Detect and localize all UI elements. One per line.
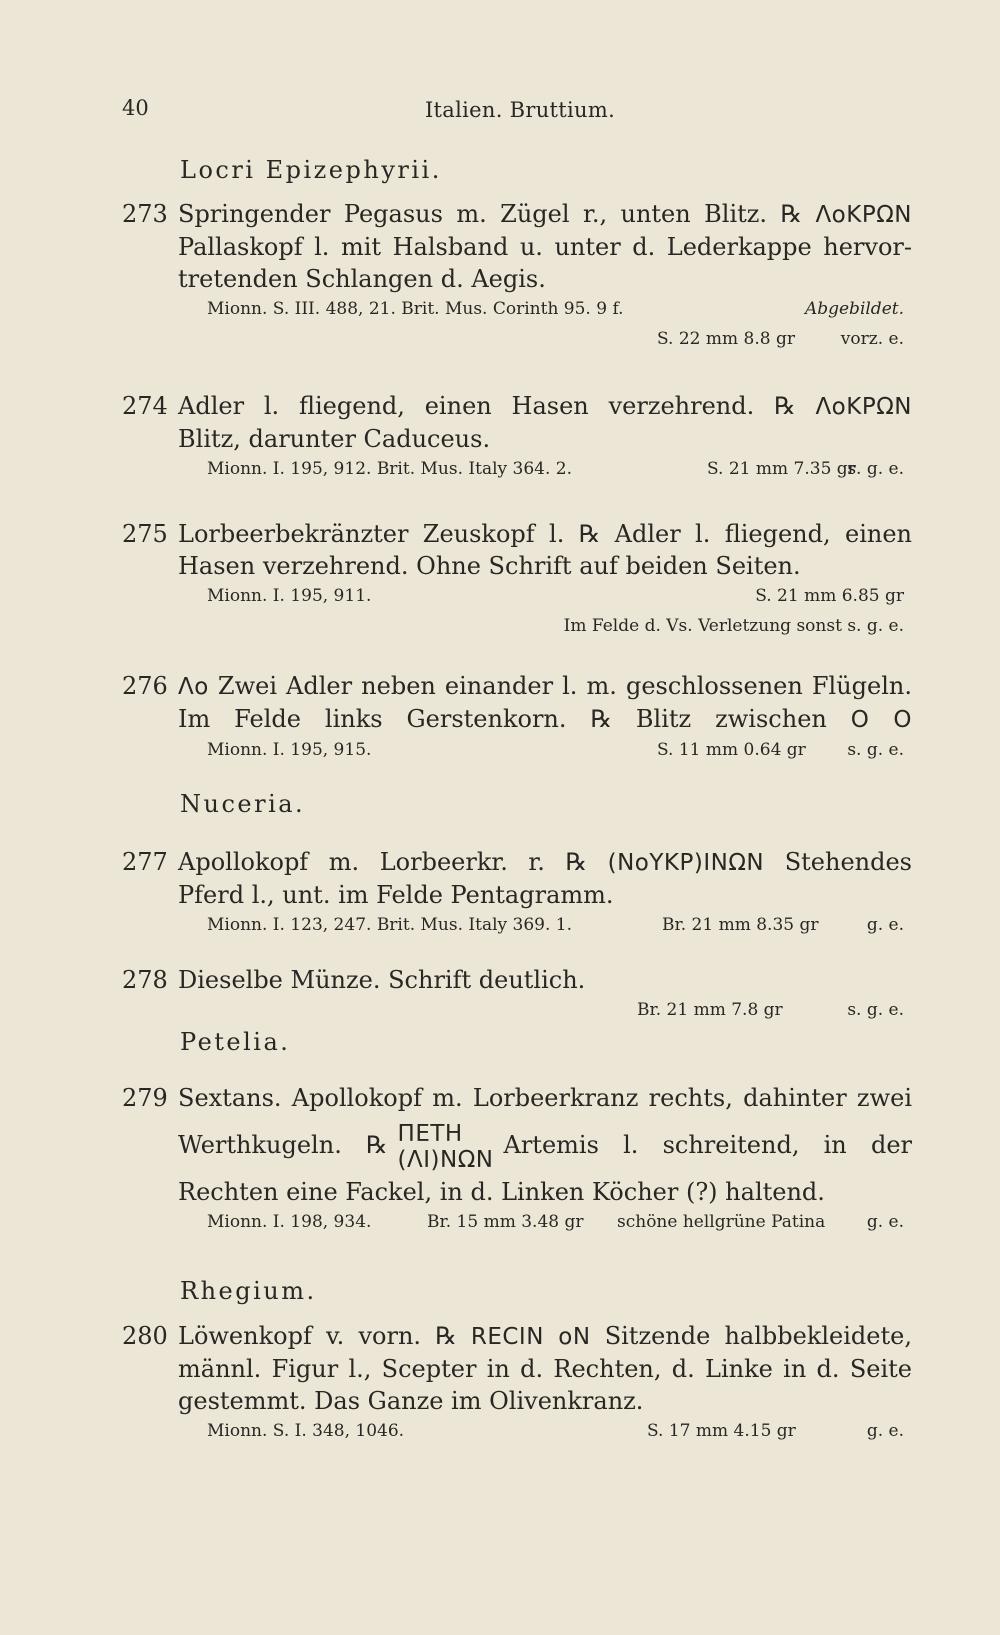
entry-text: gestemmt. Das Ganze im Olivenkranz.: [178, 1387, 644, 1415]
coin-entry-279: [122, 1082, 912, 1238]
reference: Mionn. S. I. 348, 1046.: [207, 1421, 405, 1441]
greek-legend: (ΛΙ)ΝΩΝ: [397, 1146, 494, 1173]
reference: Mionn. I. 195, 912. Brit. Mus. Italy 364. 2.: [207, 459, 573, 479]
entry-number: 280: [122, 1322, 168, 1350]
note: Abgebildet.: [804, 299, 904, 319]
reverse-symbol: ℞: [578, 520, 601, 548]
section-heading-petelia: Petelia.: [180, 1028, 291, 1056]
coin-entry-274: [122, 390, 912, 485]
entry-text: Pallaskopf l. mit Halsband u. unter d. Lederkappe hervor-: [178, 233, 912, 261]
greek-legend: RECIN οN: [470, 1324, 591, 1350]
entry-text: Dieselbe Münze. Schrift deutlich.: [178, 966, 586, 994]
reference: Mionn. I. 198, 934.: [207, 1212, 372, 1232]
reference: Mionn. I. 123, 247. Brit. Mus. Italy 369. 1.: [207, 915, 573, 935]
condition: g. e.: [866, 1421, 904, 1441]
measurements: Br. 15 mm 3.48 gr: [427, 1212, 584, 1232]
condition: s. g. e.: [847, 1000, 904, 1020]
note: Im Felde d. Vs. Verletzung sonst s. g. e.: [563, 616, 904, 636]
page-header: [122, 96, 918, 130]
entry-text: Rechten eine Fackel, in d. Linken Köcher (?) haltend.: [178, 1178, 825, 1206]
measurements: Br. 21 mm 8.35 gr: [662, 915, 819, 935]
coin-entry-280: [122, 1320, 912, 1447]
note: schöne hellgrüne Patina: [617, 1212, 826, 1232]
coin-entry-275: [122, 518, 912, 642]
page-number: 40: [122, 96, 149, 120]
reverse-symbol: ℞: [435, 1322, 457, 1350]
measurements: S. 21 mm 7.35 gr: [707, 459, 856, 479]
coin-entry-276: [122, 670, 912, 766]
entry-text: Löwenkopf v. vorn.: [178, 1322, 422, 1350]
measurements: S. 21 mm 6.85 gr: [755, 586, 904, 606]
reverse-symbol: ℞: [774, 392, 796, 420]
entry-text: Hasen verzehrend. Ohne Schrift auf beiden Seiten.: [178, 552, 801, 580]
greek-legend-stack: [398, 1121, 494, 1173]
reference: Mionn. I. 195, 915.: [207, 740, 372, 760]
entry-text: männl. Figur l., Scepter in d. Rechten, d. Linke in d. Seite: [178, 1355, 912, 1383]
entry-text: Blitz zwischen: [635, 705, 827, 733]
entry-text: Springender Pegasus m. Zügel r., unten Blitz.: [178, 200, 768, 228]
greek-legend: ΠΕΤΗ: [397, 1120, 463, 1147]
pellet: O: [850, 707, 870, 733]
entry-number: 278: [122, 966, 168, 994]
entry-number: 277: [122, 848, 168, 876]
entry-number: 279: [122, 1084, 168, 1112]
entry-text: Adler l. fliegend, einen: [614, 520, 912, 548]
entry-number: 274: [122, 392, 168, 420]
entry-text: Zwei Adler neben einander l. m. geschlossenen Flügeln.: [217, 672, 912, 700]
entry-number: 275: [122, 520, 168, 548]
measurements: Br. 21 mm 7.8 gr: [637, 1000, 783, 1020]
reverse-symbol: ℞: [780, 200, 803, 228]
entry-text: Pferd l., unt. im Felde Pentagramm.: [178, 881, 614, 909]
condition: s. g. e.: [847, 459, 904, 479]
entry-text: Apollokopf m. Lorbeerkr. r.: [178, 848, 545, 876]
coin-entry-277: [122, 846, 912, 941]
section-heading-nuceria: Nuceria.: [180, 790, 306, 818]
entry-text: Adler l. fliegend, einen Hasen verzehrend.: [178, 392, 755, 420]
entry-text: Stehendes: [784, 848, 912, 876]
measurements: S. 22 mm 8.8 gr: [657, 329, 795, 349]
pellet: O: [893, 707, 912, 733]
condition: g. e.: [866, 1212, 904, 1232]
entry-text: Sitzende halbbekleidete,: [604, 1322, 912, 1350]
greek-legend: (ΝοΥΚΡ)ΙΝΩΝ: [607, 850, 765, 876]
greek-legend: ΛοΚΡΩΝ: [815, 394, 912, 420]
reference: Mionn. I. 195, 911.: [207, 586, 372, 606]
measurements: S. 11 mm 0.64 gr: [657, 740, 806, 760]
section-heading-locri: Locri Epizephyrii.: [180, 156, 442, 184]
reference: Mionn. S. III. 488, 21. Brit. Mus. Corinth 95. 9 f.: [207, 299, 624, 319]
entry-text: Sextans. Apollokopf m. Lorbeerkranz rechts, dahinter zwei: [178, 1084, 912, 1112]
reverse-symbol: ℞: [565, 848, 588, 876]
entry-text: Artemis l. schreitend, in der: [503, 1131, 912, 1159]
entry-number: 273: [122, 200, 168, 228]
condition: vorz. e.: [840, 329, 904, 349]
reverse-symbol: ℞: [366, 1131, 388, 1159]
entry-text: Im Felde links Gerstenkorn.: [178, 705, 567, 733]
greek-legend: ΛοΚΡΩΝ: [815, 202, 912, 228]
coin-entry-273: [122, 198, 912, 355]
entry-text: Lorbeerbekränzter Zeuskopf l.: [178, 520, 565, 548]
coin-entry-278: [122, 964, 912, 1026]
entry-text: Blitz, darunter Caduceus.: [178, 425, 491, 453]
entry-text: Werthkugeln.: [178, 1131, 342, 1159]
entry-text: tretenden Schlangen d. Aegis.: [178, 265, 546, 293]
measurements: S. 17 mm 4.15 gr: [647, 1421, 796, 1441]
entry-number: 276: [122, 672, 168, 700]
reverse-symbol: ℞: [590, 705, 612, 733]
condition: s. g. e.: [847, 740, 904, 760]
running-title: Italien. Bruttium.: [424, 98, 616, 122]
greek-legend: Λο: [178, 674, 209, 700]
condition: g. e.: [866, 915, 904, 935]
section-heading-rhegium: Rhegium.: [180, 1277, 317, 1305]
